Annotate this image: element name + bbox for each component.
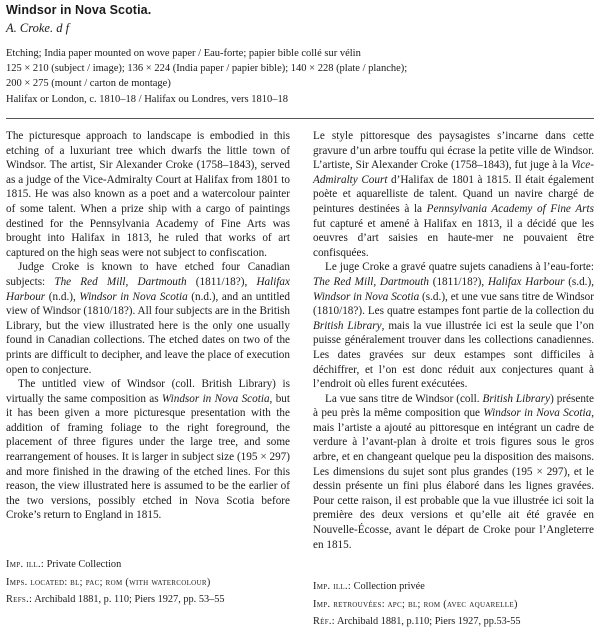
impressions-retrouvees: Imp. retrouvées: apc; bl; rom (avec aquarelle) — [313, 598, 518, 610]
french-references — [313, 578, 521, 631]
impressions-located: Imps. located: bl; pac; rom (with watercolour) — [6, 576, 211, 588]
impression-illustree: Imp. ill.: Collection privée — [313, 581, 425, 592]
french-paragraph-2: Le juge Croke a gravé quatre sujets canadiens à l’eau-forte: The Red Mill, Dartmouth (1811/18?), Halifax Harbour (s.d.), Windsor in Nova Scotia (s.d.), et une vue sans titre de Windsor (1810/18?). Les quatre estampes font partie de la collection du British Library, mais la vue illustrée ici est la seule que l’on puisse généralement trouver dans les collections canadiennes. Les dates gravées sur deux estampes sont difficiles à déchiffrer, et l’on est donc réduit aux conjectures quant à l’endroit où elles furent exécutées. — [313, 261, 594, 391]
references-line-fr: Réf.: Archibald 1881, p.110; Piers 1927, pp.53-55 — [313, 616, 521, 628]
french-paragraph-3: La vue sans titre de Windsor (coll. British Library) présente à peu près la même composition que Windsor in Nova Scotia, mais l’artiste a ajouté au pittoresque en intégrant un cadre de verdure à l’avant-plan à droite et trois figures sous le gros arbre, et en changeant quelque peu la disposition des maisons. Les dimensions du sujet sont plus grandes (195 × 297), et le dessin présente un fini plus élaboré dans les lignes gravées. Pour cette raison, il est probable que la vue illustrée ici soit la première des deux versions et qu’elle ait été gravée en Nouvelle-Écosse, avant le départ de Croke pour l’Angleterre en 1815. — [313, 392, 595, 551]
artist-signature: A. Croke. d f — [6, 21, 70, 35]
english-paragraph-1: The picturesque approach to landscape is embodied in this etching of a luxuriant tree which dwarfs the little town of Windsor. The artist, Sir Alexander Croke (1758–1843), served as a judge of the Vice-Admiralty Court at Halifax from 1801 to 1815. He was also known as a poet and a watercolour painter of some talent. When a prize ship with a cargo of paintings destined for the Pennsylvania Academy of Fine Arts was brought into Halifax in 1813, he ruled that works of art captured on the high seas were not subject to confiscation. — [6, 130, 290, 259]
entry-title: Windsor in Nova Scotia. — [6, 3, 152, 17]
french-paragraph-1: Le style pittoresque des paysagistes s’incarne dans cette gravure d’un arbre touffu qui écrase la petite ville de Windsor. L’artiste, Sir Alexander Croke (1758–1843), fut juge à la Vice-Admiralty Court d’Halifax de 1801 à 1815. Il était également poète et aquarelliste de talent. Quand un navire chargé de peintures destinées à la Pennsylvania Academy of Fine Arts fut capturé et amené à Halifax en 1813, il a décidé que les oeuvres d’art saisies en haute-mer ne pouvaient être confisquées. — [313, 130, 595, 259]
impression-illustrated: Imp. ill.: Private Collection — [6, 559, 122, 570]
technique-line: Halifax or London, c. 1810–18 / Halifax ou Londres, vers 1810–18 — [6, 93, 288, 105]
technique-line: Etching; India paper mounted on wove paper / Eau-forte; papier bible collé sur vélin — [6, 48, 361, 59]
section-divider — [6, 118, 594, 119]
french-column — [313, 129, 594, 552]
technique-line: 125 × 210 (subject / image); 136 × 224 (India paper / papier bible); 140 × 228 (plate / planche); — [6, 63, 408, 75]
technique-block — [6, 46, 596, 107]
references-line: Refs.: Archibald 1881, p. 110; Piers 1927, pp. 53–55 — [6, 594, 225, 606]
english-paragraph-3: The untitled view of Windsor (coll. British Library) is virtually the same composition as Windsor in Nova Scotia, but it has been given a more picturesque presentation with the addition of framing foliage to the right foreground, the placement of three figures under the large tree, and some rearrangement of houses. It is larger in subject size (195 × 297) and more finished in the drawing of the etched lines. For this reason, the view illustrated here is assumed to be the earlier of the two versions, possibly etched in Nova Scotia before Croke’s return to England in 1815. — [6, 378, 290, 522]
technique-line: 200 × 275 (mount / carton de montage) — [6, 78, 171, 90]
english-paragraph-2: Judge Croke is known to have etched four Canadian subjects: The Red Mill, Dartmouth (1811/18?), Halifax Harbour (n.d.), Windsor in Nova Scotia (n.d.), and an untitled view of Windsor (1810/18?). All four subjects are in the British Library, but the view illustrated here is the only one usually found in Canadian collections. The etched dates on two of the prints are difficult to decipher, and leave the place of execution open to conjecture. — [6, 261, 290, 376]
english-references — [6, 556, 225, 609]
english-column — [6, 129, 290, 523]
